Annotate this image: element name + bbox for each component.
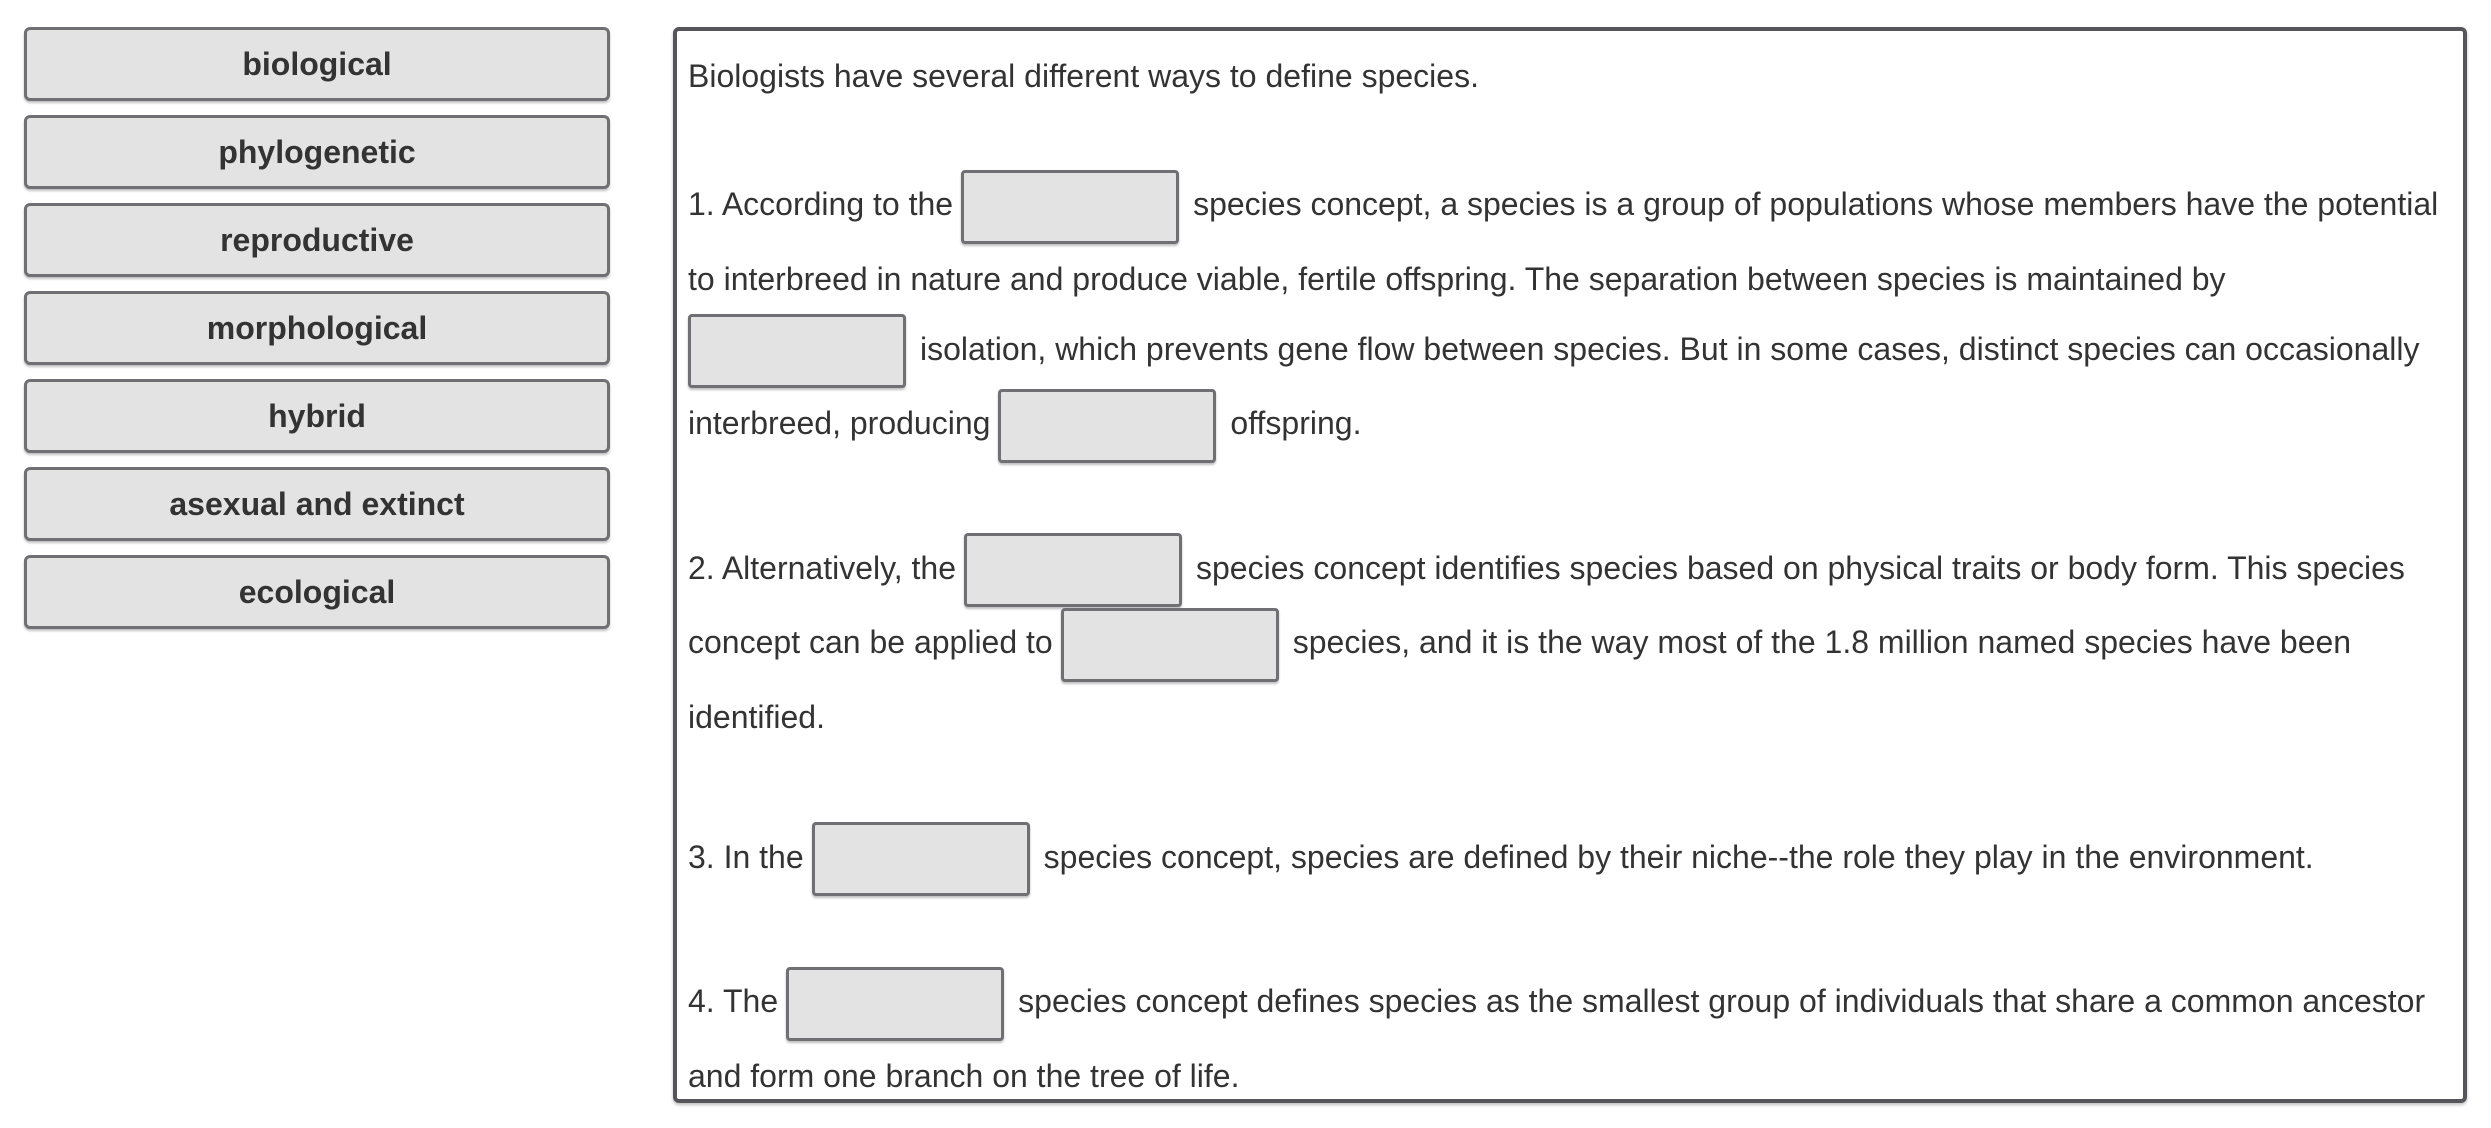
drop-target-2[interactable] xyxy=(688,314,906,388)
word-tile-asexual-and-extinct[interactable]: asexual and extinct xyxy=(24,467,610,541)
paragraph-2-text-1: 2. Alternatively, the xyxy=(688,549,956,586)
paragraph-3-text-2: species concept, species are defined by their niche--the role they play in the environment. xyxy=(1043,838,2314,875)
paragraph-2-text-3: species, and it is the way most of the 1.8 million named species have been identified. xyxy=(688,624,2352,735)
word-tile-biological[interactable]: biological xyxy=(24,27,610,101)
drop-target-3[interactable] xyxy=(998,389,1216,463)
paragraph-4 xyxy=(688,966,2449,1111)
paragraph-1-text-4: offspring. xyxy=(1230,405,1362,442)
paragraph-4-text-1: 4. The xyxy=(688,983,779,1020)
word-tile-reproductive[interactable]: reproductive xyxy=(24,203,610,277)
paragraph-2-text-2: species concept identifies species based on physical traits or body form. This species concept can be applied to xyxy=(688,549,2405,661)
drop-target-4[interactable] xyxy=(964,533,1182,607)
word-tile-ecological[interactable]: ecological xyxy=(24,555,610,629)
word-tile-hybrid[interactable]: hybrid xyxy=(24,379,610,453)
paragraph-1 xyxy=(688,169,2449,463)
passage-panel xyxy=(673,27,2467,1103)
word-bank xyxy=(24,27,610,643)
paragraph-1-text-2: species concept, a species is a group of populations whose members have the potential to interbreed in nature and produce viable, fertile offspring. The separation between species is maintained by xyxy=(688,186,2439,297)
passage-intro: Biologists have several different ways to define species. xyxy=(688,58,1479,94)
drop-target-7[interactable] xyxy=(786,967,1004,1041)
paragraph-3-text-1: 3. In the xyxy=(688,838,804,875)
word-tile-phylogenetic[interactable]: phylogenetic xyxy=(24,115,610,189)
paragraph-4-text-2: species concept defines species as the smallest group of individuals that share a common ancestor and form one branch on the tree of life. xyxy=(688,983,2426,1094)
paragraph-2 xyxy=(688,533,2449,752)
paragraph-1-text-3: isolation, which prevents gene flow between species. But in some cases, distinct species can occasionally interbreed, producing xyxy=(688,330,2420,442)
paragraph-3 xyxy=(688,822,2449,897)
drop-target-5[interactable] xyxy=(1061,608,1279,682)
word-tile-morphological[interactable]: morphological xyxy=(24,291,610,365)
drop-target-1[interactable] xyxy=(961,170,1179,244)
drop-target-6[interactable] xyxy=(812,822,1030,896)
paragraph-1-text-1: 1. According to the xyxy=(688,186,954,222)
